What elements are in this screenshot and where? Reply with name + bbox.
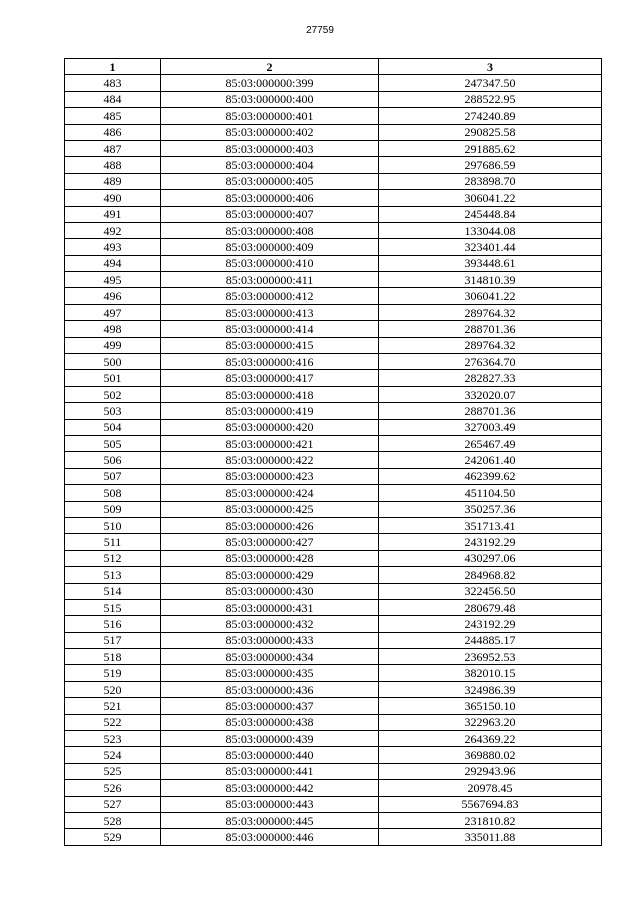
row-number-cell: 497 [65,304,161,320]
cadastral-number-cell: 85:03:000000:427 [161,534,379,550]
row-number-cell: 490 [65,190,161,206]
table-row [65,599,602,615]
row-number-cell: 528 [65,812,161,828]
cadastral-number-cell: 85:03:000000:412 [161,288,379,304]
row-number-cell: 526 [65,780,161,796]
value-cell: 430297.06 [379,550,602,566]
table-row [65,812,602,828]
cadastral-number-cell: 85:03:000000:436 [161,681,379,697]
row-number-cell: 524 [65,747,161,763]
cadastral-number-cell: 85:03:000000:445 [161,812,379,828]
cadastral-number-cell: 85:03:000000:400 [161,91,379,107]
value-cell: 451104.50 [379,485,602,501]
row-number-cell: 483 [65,75,161,91]
row-number-cell: 496 [65,288,161,304]
table-row [65,403,602,419]
value-cell: 365150.10 [379,698,602,714]
value-cell: 332020.07 [379,386,602,402]
value-cell: 243192.29 [379,616,602,632]
value-cell: 322456.50 [379,583,602,599]
cadastral-number-cell: 85:03:000000:431 [161,599,379,615]
value-cell: 247347.50 [379,75,602,91]
table-row [65,173,602,189]
table-row [65,567,602,583]
value-cell: 283898.70 [379,173,602,189]
cadastral-number-cell: 85:03:000000:403 [161,140,379,156]
table-row [65,468,602,484]
table-row [65,829,602,845]
table-row [65,272,602,288]
row-number-cell: 501 [65,370,161,386]
row-number-cell: 485 [65,108,161,124]
value-cell: 290825.58 [379,124,602,140]
cadastral-number-cell: 85:03:000000:421 [161,435,379,451]
table-row [65,419,602,435]
table-row [65,140,602,156]
row-number-cell: 514 [65,583,161,599]
value-cell: 244885.17 [379,632,602,648]
row-number-cell: 499 [65,337,161,353]
table-row [65,517,602,533]
cadastral-number-cell: 85:03:000000:437 [161,698,379,714]
table-row [65,698,602,714]
row-number-cell: 505 [65,435,161,451]
row-number-cell: 513 [65,567,161,583]
row-number-cell: 504 [65,419,161,435]
value-cell: 282827.33 [379,370,602,386]
table-row [65,714,602,730]
cadastral-number-cell: 85:03:000000:428 [161,550,379,566]
cadastral-number-cell: 85:03:000000:422 [161,452,379,468]
table-row [65,731,602,747]
row-number-cell: 521 [65,698,161,714]
value-cell: 292943.96 [379,763,602,779]
value-cell: 243192.29 [379,534,602,550]
cadastral-number-cell: 85:03:000000:446 [161,829,379,845]
row-number-cell: 522 [65,714,161,730]
row-number-cell: 484 [65,91,161,107]
value-cell: 351713.41 [379,517,602,533]
row-number-cell: 509 [65,501,161,517]
cadastral-number-cell: 85:03:000000:439 [161,731,379,747]
value-cell: 289764.32 [379,304,602,320]
row-number-cell: 517 [65,632,161,648]
cadastral-number-cell: 85:03:000000:419 [161,403,379,419]
table-row [65,255,602,271]
value-cell: 393448.61 [379,255,602,271]
cadastral-number-cell: 85:03:000000:424 [161,485,379,501]
table-row [65,534,602,550]
header-row [65,59,602,75]
row-number-cell: 507 [65,468,161,484]
cadastral-number-cell: 85:03:000000:417 [161,370,379,386]
table-row [65,435,602,451]
row-number-cell: 527 [65,796,161,812]
cadastral-number-cell: 85:03:000000:409 [161,239,379,255]
value-cell: 322963.20 [379,714,602,730]
row-number-cell: 489 [65,173,161,189]
row-number-cell: 516 [65,616,161,632]
value-cell: 265467.49 [379,435,602,451]
value-cell: 289764.32 [379,337,602,353]
cadastral-number-cell: 85:03:000000:423 [161,468,379,484]
data-table [64,58,602,846]
value-cell: 242061.40 [379,452,602,468]
value-cell: 231810.82 [379,812,602,828]
table-row [65,616,602,632]
value-cell: 382010.15 [379,665,602,681]
table-row [65,321,602,337]
value-cell: 327003.49 [379,419,602,435]
cadastral-number-cell: 85:03:000000:440 [161,747,379,763]
cadastral-number-cell: 85:03:000000:407 [161,206,379,222]
cadastral-number-cell: 85:03:000000:410 [161,255,379,271]
cadastral-number-cell: 85:03:000000:434 [161,649,379,665]
table-header [65,59,602,75]
table-row [65,91,602,107]
row-number-cell: 495 [65,272,161,288]
value-cell: 236952.53 [379,649,602,665]
cadastral-number-cell: 85:03:000000:441 [161,763,379,779]
row-number-cell: 487 [65,140,161,156]
row-number-cell: 486 [65,124,161,140]
table-row [65,747,602,763]
table-row [65,288,602,304]
value-cell: 288701.36 [379,321,602,337]
table-row [65,157,602,173]
value-cell: 306041.22 [379,190,602,206]
cadastral-number-cell: 85:03:000000:438 [161,714,379,730]
row-number-cell: 506 [65,452,161,468]
table-row [65,665,602,681]
row-number-cell: 511 [65,534,161,550]
cadastral-number-cell: 85:03:000000:405 [161,173,379,189]
row-number-cell: 519 [65,665,161,681]
value-cell: 264369.22 [379,731,602,747]
value-cell: 20978.45 [379,780,602,796]
column-header-1: 1 [65,59,161,75]
cadastral-number-cell: 85:03:000000:402 [161,124,379,140]
cadastral-number-cell: 85:03:000000:404 [161,157,379,173]
cadastral-number-cell: 85:03:000000:435 [161,665,379,681]
value-cell: 369880.02 [379,747,602,763]
table-row [65,337,602,353]
row-number-cell: 525 [65,763,161,779]
cadastral-number-cell: 85:03:000000:416 [161,354,379,370]
row-number-cell: 508 [65,485,161,501]
table-row [65,206,602,222]
row-number-cell: 529 [65,829,161,845]
row-number-cell: 515 [65,599,161,615]
cadastral-number-cell: 85:03:000000:430 [161,583,379,599]
row-number-cell: 491 [65,206,161,222]
row-number-cell: 488 [65,157,161,173]
value-cell: 245448.84 [379,206,602,222]
table-row [65,370,602,386]
table-row [65,386,602,402]
cadastral-number-cell: 85:03:000000:420 [161,419,379,435]
value-cell: 133044.08 [379,222,602,238]
page-number: 27759 [306,25,334,36]
value-cell: 5567694.83 [379,796,602,812]
cadastral-number-cell: 85:03:000000:401 [161,108,379,124]
value-cell: 284968.82 [379,567,602,583]
row-number-cell: 502 [65,386,161,402]
row-number-cell: 498 [65,321,161,337]
cadastral-number-cell: 85:03:000000:414 [161,321,379,337]
table-row [65,763,602,779]
table-row [65,681,602,697]
cadastral-number-cell: 85:03:000000:442 [161,780,379,796]
value-cell: 306041.22 [379,288,602,304]
value-cell: 314810.39 [379,272,602,288]
row-number-cell: 500 [65,354,161,370]
cadastral-number-cell: 85:03:000000:406 [161,190,379,206]
table-row [65,124,602,140]
cadastral-number-cell: 85:03:000000:399 [161,75,379,91]
table-row [65,501,602,517]
table-row [65,354,602,370]
cadastral-number-cell: 85:03:000000:415 [161,337,379,353]
value-cell: 291885.62 [379,140,602,156]
value-cell: 297686.59 [379,157,602,173]
row-number-cell: 493 [65,239,161,255]
cadastral-number-cell: 85:03:000000:413 [161,304,379,320]
table-row [65,239,602,255]
table-row [65,550,602,566]
column-header-2: 2 [161,59,379,75]
cadastral-number-cell: 85:03:000000:426 [161,517,379,533]
table-row [65,649,602,665]
row-number-cell: 503 [65,403,161,419]
table-row [65,583,602,599]
cadastral-number-cell: 85:03:000000:429 [161,567,379,583]
row-number-cell: 512 [65,550,161,566]
cadastral-number-cell: 85:03:000000:425 [161,501,379,517]
value-cell: 288522.95 [379,91,602,107]
cadastral-number-cell: 85:03:000000:443 [161,796,379,812]
table-row [65,485,602,501]
value-cell: 274240.89 [379,108,602,124]
cadastral-number-cell: 85:03:000000:418 [161,386,379,402]
cadastral-number-cell: 85:03:000000:411 [161,272,379,288]
table-row [65,75,602,91]
cadastral-number-cell: 85:03:000000:408 [161,222,379,238]
value-cell: 323401.44 [379,239,602,255]
table-row [65,190,602,206]
value-cell: 335011.88 [379,829,602,845]
table-row [65,780,602,796]
row-number-cell: 492 [65,222,161,238]
row-number-cell: 523 [65,731,161,747]
table-row [65,632,602,648]
value-cell: 462399.62 [379,468,602,484]
value-cell: 324986.39 [379,681,602,697]
table-row [65,796,602,812]
row-number-cell: 494 [65,255,161,271]
table-row [65,452,602,468]
value-cell: 288701.36 [379,403,602,419]
table-body [65,75,602,845]
cadastral-number-cell: 85:03:000000:433 [161,632,379,648]
table-row [65,222,602,238]
value-cell: 280679.48 [379,599,602,615]
column-header-3: 3 [379,59,602,75]
table-row [65,304,602,320]
row-number-cell: 510 [65,517,161,533]
row-number-cell: 520 [65,681,161,697]
value-cell: 350257.36 [379,501,602,517]
cadastral-number-cell: 85:03:000000:432 [161,616,379,632]
table-row [65,108,602,124]
row-number-cell: 518 [65,649,161,665]
value-cell: 276364.70 [379,354,602,370]
